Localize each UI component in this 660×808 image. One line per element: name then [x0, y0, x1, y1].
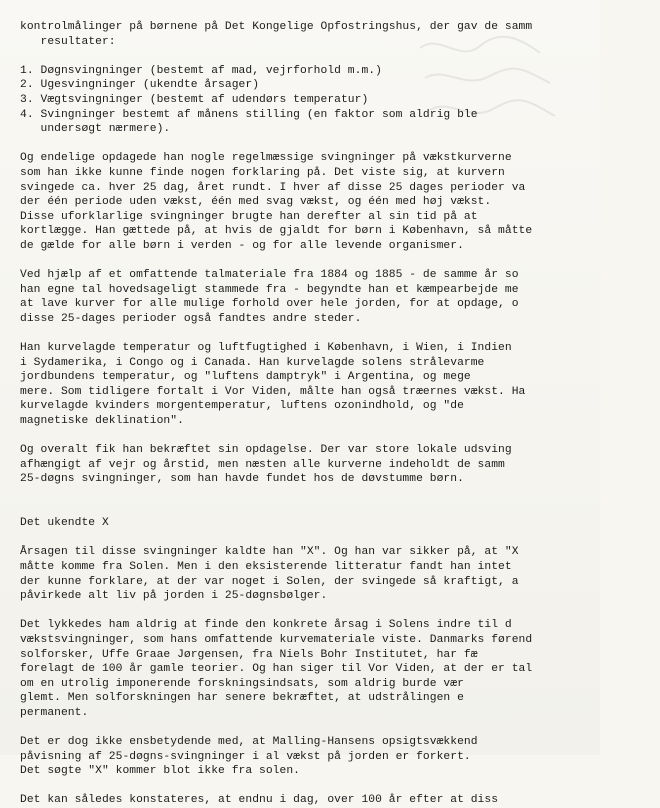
- text-line: 2. Ugesvingninger (ukendte årsager): [20, 79, 260, 92]
- text-line: undersøgt nærmere).: [20, 123, 171, 136]
- text-line: om en utrolig imponerende forskningsindsats, som aldrig burde vær: [20, 677, 464, 690]
- text-line: i Sydamerika, i Congo og i Canada. Han kurvelagde solens strålevarme: [20, 356, 485, 369]
- text-line: de gælde for alle børn i verden - og for alle levende organismer.: [20, 239, 464, 252]
- text-line: som han ikke kunne finde nogen forklaring på. Det viste sig, at kurvern: [20, 166, 505, 179]
- text-line: kurvelagde kvinders morgentemperatur, luftens ozonindhold, og "de: [20, 400, 464, 413]
- text-line: der kunne forklare, at der var noget i Solen, der svingede så kraftigt, a: [20, 575, 519, 588]
- text-line: Han kurvelagde temperatur og luftfugtighed i København, i Wien, i Indien: [20, 342, 512, 355]
- text-line: mere. Som tidligere fortalt i Vor Viden, målte han også træernes vækst. Ha: [20, 385, 526, 398]
- text-line: disse 25-dages perioder også fandtes andre steder.: [20, 312, 362, 325]
- text-line: 25-døgns svingninger, som han havde fundet hos de døvstumme børn.: [20, 473, 464, 486]
- paragraph-gap: [20, 531, 660, 546]
- text-line: resultater:: [20, 35, 116, 48]
- paragraph-gap: [20, 254, 660, 269]
- paragraph-gap: [20, 326, 660, 341]
- text-line: magnetiske deklination".: [20, 415, 184, 428]
- text-line: 1. Døgnsvingninger (bestemt af mad, vejrforhold m.m.): [20, 64, 382, 77]
- paragraph-gap: [20, 487, 660, 502]
- paragraph-gap: [20, 779, 660, 794]
- paragraph-gap: [20, 502, 660, 517]
- paragraph-gap: [20, 429, 660, 444]
- text-line: at lave kurver for alle mulige forhold over hele jorden, for at opdage, o: [20, 298, 519, 311]
- text-line: 3. Vægtsvingninger (bestemt af udendørs temperatur): [20, 93, 369, 106]
- text-line: glemt. Men solforskningen har senere bekræftet, at udstrålingen e: [20, 692, 464, 705]
- text-line: Det er dog ikke ensbetydende med, at Malling-Hansens opsigtsvækkend: [20, 736, 478, 749]
- text-line: solforsker, Uffe Graae Jørgensen, fra Niels Bohr Institutet, har fæ: [20, 648, 478, 661]
- text-line: Det kan således konstateres, at endnu i dag, over 100 år efter at diss: [20, 794, 499, 807]
- text-line: måtte komme fra Solen. Men i den eksisterende litteratur fandt han intet: [20, 560, 512, 573]
- text-line: svingede ca. hver 25 dag, året rundt. I hver af disse 25 dages perioder va: [20, 181, 526, 194]
- text-line: påvirkede alt liv på jorden i 25-døgnsbølger.: [20, 590, 328, 603]
- paragraph-gap: [20, 49, 660, 64]
- section-heading: Det ukendte X: [20, 517, 109, 530]
- paragraph-gap: [20, 604, 660, 619]
- text-line: kortlægge. Han gættede på, at hvis de gjaldt for børn i København, så måtte: [20, 225, 533, 238]
- text-line: Disse uforklarlige svingninger brugte han derefter al sin tid på at: [20, 210, 478, 223]
- text-line: forelagt de 100 år gamle teorier. Og han siger til Vor Viden, at der er tal: [20, 663, 533, 676]
- text-line: vækstsvingninger, som hans omfattende kurvemateriale viste. Danmarks førend: [20, 633, 533, 646]
- text-line: afhængigt af vejr og årstid, men næsten alle kurverne indeholdt de samm: [20, 458, 505, 471]
- text-line: Det søgte "X" kommer blot ikke fra solen.: [20, 765, 300, 778]
- text-line: der één periode uden vækst, één med svag vækst, og één med høj vækst.: [20, 196, 492, 209]
- text-line: påvisning af 25-døgns-svingninger i al vækst på jorden er forkert.: [20, 750, 471, 763]
- document-text: [20, 20, 660, 808]
- paragraph-gap: [20, 721, 660, 736]
- text-line: Ved hjælp af et omfattende talmateriale fra 1884 og 1885 - de samme år so: [20, 269, 519, 282]
- text-line: han egne tal hovedsageligt stammede fra - begyndte han et kæmpearbejde me: [20, 283, 519, 296]
- paragraph-gap: [20, 137, 660, 152]
- text-line: Det lykkedes ham aldrig at finde den konkrete årsag i Solens indre til d: [20, 619, 512, 632]
- text-line: Årsagen til disse svingninger kaldte han "X". Og han var sikker på, at "X: [20, 546, 519, 559]
- text-line: kontrolmålinger på børnene på Det Kongelige Opfostringshus, der gav de samm: [20, 21, 533, 33]
- text-line: Og overalt fik han bekræftet sin opdagelse. Der var store lokale udsving: [20, 444, 512, 457]
- text-line: 4. Svingninger bestemt af månens stilling (en faktor som aldrig ble: [20, 108, 478, 121]
- text-line: jordbundens temperatur, og "luftens damptryk" i Argentina, og mege: [20, 371, 471, 384]
- text-line: permanent.: [20, 706, 89, 719]
- text-line: Og endelige opdagede han nogle regelmæssige svingninger på vækstkurverne: [20, 152, 512, 165]
